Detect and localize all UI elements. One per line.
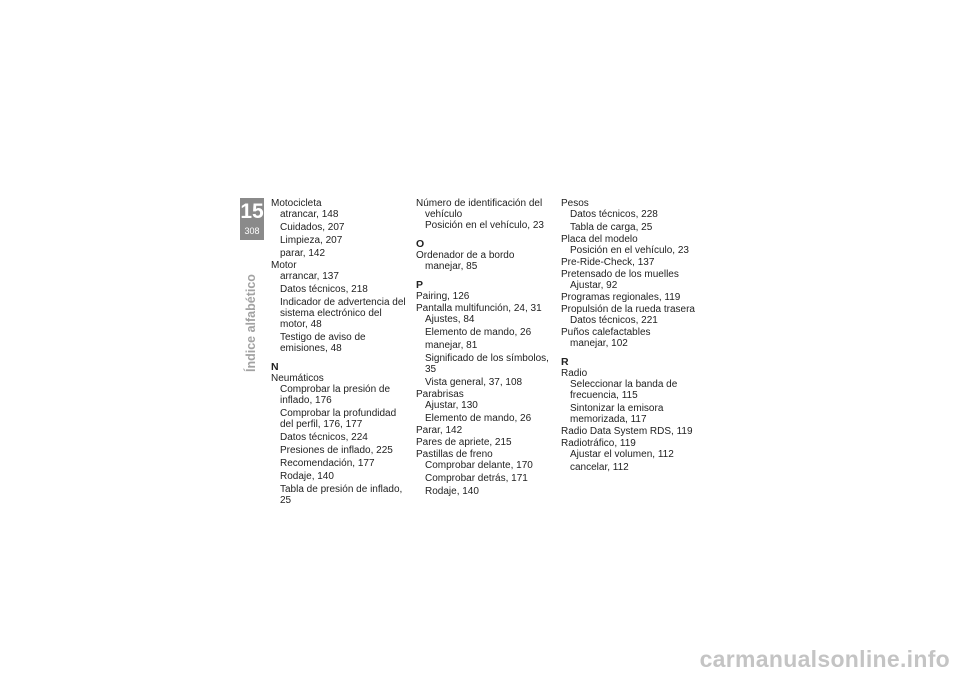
index-subentry: Comprobar delante, 170 [425, 460, 533, 471]
index-letter-heading: O [416, 238, 425, 250]
index-entry [416, 198, 556, 231]
index-subentry: Recomendación, 177 [280, 458, 375, 469]
index-subentry: Presiones de inflado, 225 [280, 445, 393, 456]
watermark-text: carmanualsonline.info [699, 646, 950, 672]
index-subentry: Comprobar la presión de inflado, 176 [280, 384, 391, 406]
index-term: Pre-Ride-Check, 137 [561, 257, 655, 268]
index-term: Pastillas de freno [416, 449, 493, 460]
index-subentry: Limpieza, 207 [280, 235, 343, 246]
index-term: Placa del modelo [561, 234, 638, 245]
index-term: Parar, 142 [416, 425, 463, 436]
index-letter-heading: P [416, 279, 424, 291]
index-subentry: Ajustar, 92 [570, 280, 618, 291]
index-subentry: Ajustar, 130 [425, 400, 478, 411]
index-subentry: parar, 142 [280, 248, 326, 259]
index-term: Motor [271, 260, 297, 271]
index-entry [561, 438, 701, 473]
index-subentry: Rodaje, 140 [425, 486, 479, 497]
chapter-number: 15 [240, 200, 264, 223]
index-subentry: Posición en el vehículo, 23 [570, 245, 689, 256]
index-subentry: Datos técnicos, 224 [280, 432, 368, 443]
index-subentry: arrancar, 137 [280, 271, 339, 282]
index-subentry: Vista general, 37, 108 [425, 377, 523, 388]
index-subentry: Elemento de mando, 26 [425, 327, 532, 338]
index-subentry: Seleccionar la banda de frecuencia, 115 [570, 379, 678, 401]
index-entry [416, 303, 556, 388]
index-subentry: manejar, 102 [570, 338, 628, 349]
index-subentry: Comprobar la profundidad del perfil, 176, 177 [280, 408, 397, 430]
index-subentry: Datos técnicos, 221 [570, 315, 658, 326]
index-entry [561, 368, 701, 425]
section-title-vertical: Índice alfabético [244, 274, 258, 372]
index-entry [271, 373, 411, 506]
index-term: Ordenador de a bordo [416, 250, 515, 261]
index-term: Radio [561, 368, 588, 379]
index-entry [271, 198, 411, 259]
index-term: Pantalla multifunción, 24, 31 [416, 303, 542, 314]
index-term: Programas regionales, 119 [561, 292, 681, 303]
index-subentry: Rodaje, 140 [280, 471, 334, 482]
index-column-3 [561, 198, 701, 473]
index-entry [416, 291, 556, 302]
index-subentry: Indicador de advertencia del sistema electrónico del motor, 48 [280, 297, 406, 330]
index-subentry: manejar, 81 [425, 340, 478, 351]
index-entry [561, 304, 701, 326]
chapter-tab [240, 198, 264, 240]
index-subentry: Comprobar detrás, 171 [425, 473, 528, 484]
index-subentry: Tabla de carga, 25 [570, 222, 653, 233]
index-term: Número de identificación del vehículo [416, 198, 543, 220]
index-entry [416, 449, 556, 497]
index-subentry: manejar, 85 [425, 261, 478, 272]
index-entry [416, 437, 556, 448]
index-subentry: cancelar, 112 [570, 462, 629, 473]
index-subentry: Testigo de aviso de emisiones, 48 [280, 332, 366, 354]
index-term: Parabrisas [416, 389, 464, 400]
index-term: Propulsión de la rueda trasera [561, 304, 695, 315]
index-entry [416, 425, 556, 436]
index-entry [561, 269, 701, 291]
index-entry [561, 426, 701, 437]
index-entry [416, 250, 556, 272]
index-term: Pretensado de los muelles [561, 269, 679, 280]
index-subentry: atrancar, 148 [280, 209, 339, 220]
index-subentry: Tabla de presión de inflado, 25 [280, 484, 403, 506]
index-subentry: Posición en el vehículo, 23 [425, 220, 544, 231]
index-column-1 [271, 198, 411, 506]
index-entry [271, 260, 411, 354]
index-term: Motocicleta [271, 198, 322, 209]
index-term: Neumáticos [271, 373, 324, 384]
index-subentry: Datos técnicos, 218 [280, 284, 368, 295]
index-subentry: Cuidados, 207 [280, 222, 345, 233]
index-entry [561, 234, 701, 256]
index-letter-heading: R [561, 356, 569, 368]
index-entry [561, 257, 701, 268]
index-subentry: Ajustes, 84 [425, 314, 475, 325]
index-letter-heading: N [271, 361, 279, 373]
index-subentry: Datos técnicos, 228 [570, 209, 658, 220]
index-column-2 [416, 198, 556, 497]
index-term: Pares de apriete, 215 [416, 437, 512, 448]
index-term: Puños calefactables [561, 327, 651, 338]
index-entry [561, 292, 701, 303]
index-term: Pairing, 126 [416, 291, 470, 302]
index-entry [561, 327, 701, 349]
index-subentry: Significado de los símbolos, 35 [425, 353, 549, 375]
page-number: 308 [244, 226, 260, 236]
index-subentry: Sintonizar la emisora memorizada, 117 [570, 403, 664, 425]
index-term: Pesos [561, 198, 589, 209]
index-entry [561, 198, 701, 233]
index-term: Radio Data System RDS, 119 [561, 426, 693, 437]
index-term: Radiotráfico, 119 [561, 438, 636, 449]
index-entry [416, 389, 556, 424]
index-subentry: Ajustar el volumen, 112 [570, 449, 674, 460]
index-subentry: Elemento de mando, 26 [425, 413, 532, 424]
